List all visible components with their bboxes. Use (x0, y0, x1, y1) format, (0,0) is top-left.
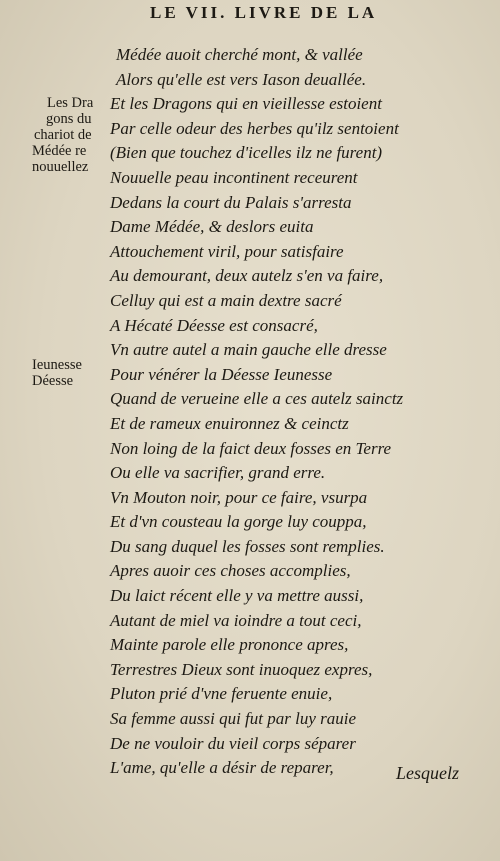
verse-line: Autant de miel va ioindre a tout ceci, (110, 610, 362, 630)
verse-line: Non loing de la faict deux fosses en Terre (110, 438, 392, 458)
verse-line: Et d'vn cousteau la gorge luy couppa, (110, 512, 367, 532)
verse-line: Nouuelle peau incontinent receurent (110, 167, 358, 187)
catchword: Lesquelz (396, 763, 459, 783)
verse-line: Par celle odeur des herbes qu'ilz sentoient (110, 118, 399, 138)
margin-note-line: Les Dra (47, 95, 94, 111)
verse-line: L'ame, qu'elle a désir de reparer, (110, 758, 334, 778)
verse-line: (Bien que touchez d'icelles ilz ne furent) (110, 143, 383, 163)
margin-glosses (0, 0, 110, 861)
verse-line: Dedans la court du Palais s'arresta (110, 192, 352, 212)
verse-line: Mainte parole elle prononce apres, (110, 635, 349, 655)
margin-note-dragons (32, 95, 94, 175)
verse-line: Au demourant, deux autelz s'en va faire, (110, 266, 384, 286)
verse-line: Apres auoir ces choses accomplies, (110, 561, 351, 581)
verse-line: Dame Médée, & deslors euita (110, 217, 314, 237)
margin-note-line: Médée re (32, 143, 87, 159)
verse-line: Sa femme aussi qui fut par luy rauie (110, 709, 357, 729)
running-head: LE VII. LIVRE DE LA (150, 3, 378, 22)
verse-block (110, 43, 495, 781)
verse-line: Médée auoit cherché mont, & vallée (116, 45, 363, 64)
verse-line: Ou elle va sacrifier, grand erre. (110, 463, 326, 483)
verse-line: De ne vouloir du vieil corps séparer (110, 733, 356, 753)
margin-note-line: nouuellez (32, 159, 89, 175)
margin-note-line: gons du (46, 111, 92, 127)
margin-note-ieunesse (32, 357, 82, 389)
verse-line: Alors qu'elle est vers Iason deuallée. (116, 69, 367, 89)
verse-line: Vn Mouton noir, pour ce faire, vsurpa (110, 487, 368, 507)
verse-line: Du sang duquel les fosses sont remplies. (110, 536, 385, 556)
verse-line: A Hécaté Déesse est consacré, (110, 315, 318, 335)
verse-line: Du laict récent elle y va mettre aussi, (110, 586, 364, 606)
margin-note-line: Déesse (32, 373, 74, 389)
verse-line: Et les Dragons qui en vieillesse estoient (110, 94, 382, 114)
verse-line: Celluy qui est a main dextre sacré (110, 290, 342, 310)
margin-note-line: chariot de (34, 127, 92, 143)
verse-line: Attouchement viril, pour satisfaire (110, 241, 344, 261)
verse-line: Et de rameux enuironnez & ceinctz (110, 413, 349, 433)
verse-line: Quand de verueine elle a ces autelz sainctz (110, 389, 404, 409)
margin-note-line: Ieunesse (32, 357, 82, 373)
verse-line: Terrestres Dieux sont inuoquez expres, (110, 659, 373, 679)
verse-line: Pluton prié d'vne feruente enuie, (110, 684, 333, 704)
verse-line: Vn autre autel a main gauche elle dresse (110, 340, 387, 360)
verse-line: Pour vénérer la Déesse Ieunesse (110, 364, 333, 384)
